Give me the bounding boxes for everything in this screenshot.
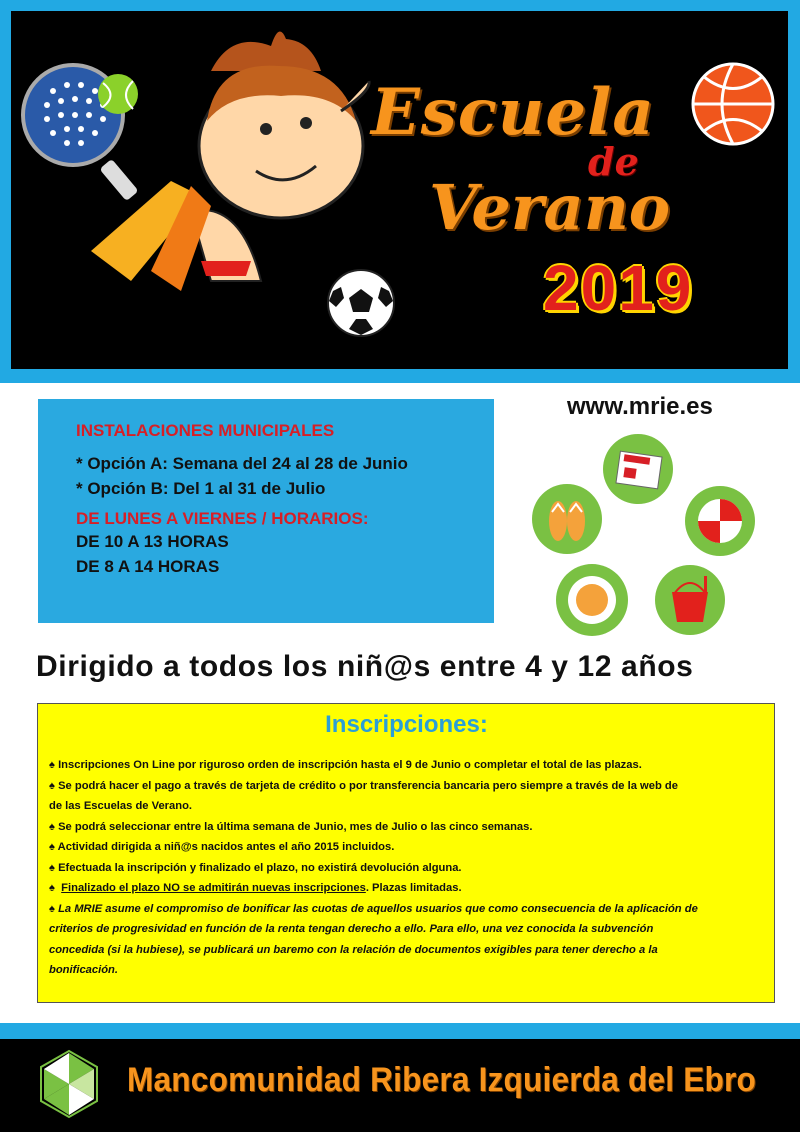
flip-flops-icon <box>532 484 602 554</box>
basketball-icon <box>693 64 773 144</box>
title-escuela: Escuela <box>371 75 655 150</box>
inscription-item-continued: concedida (si la hubiese), se publicará un baremo con la relación de documentos exigibles para tener derecho a la <box>49 943 658 956</box>
footer <box>0 1039 800 1132</box>
spade-bullet-icon: ♠ <box>49 882 55 894</box>
inscription-item-continued: criterios de progresividad en función de la renta tengan derecho a ello. Para ello, una vez conocida la subvención <box>49 923 654 935</box>
schedule-1: DE 10 A 13 HORAS <box>76 532 229 551</box>
sand-bucket-icon <box>655 565 725 635</box>
schedule-2: DE 8 A 14 HORAS <box>76 557 220 576</box>
footer-strip <box>0 1023 800 1039</box>
spade-bullet-icon: ♠ <box>49 861 55 874</box>
option-a: * Opción A: Semana del 24 al 28 de Junio <box>76 454 408 473</box>
news-icon <box>603 434 673 504</box>
spade-bullet-icon: ♠ <box>49 902 55 915</box>
organization-name: Mancomunidad Ribera Izquierda del Ebro <box>127 1061 757 1099</box>
inscription-item: ♠ Se podrá hacer el pago a través de tarjeta de crédito o por transferencia bancaria pero siempre a través de la web de <box>49 779 678 792</box>
spade-bullet-icon: ♠ <box>49 759 55 771</box>
spade-bullet-icon: ♠ <box>49 841 55 853</box>
inscription-item: ♠ La MRIE asume el compromiso de bonificar las cuotas de aquellos usuarios que como consecuencia de la aplicación de <box>49 902 698 915</box>
banner <box>11 11 788 369</box>
deadline-notice: Finalizado el plazo NO se admitirán nuevas inscripciones <box>61 882 366 894</box>
inscription-item: ♠ Finalizado el plazo NO se admitirán nuevas inscripciones. Plazas limitadas. <box>49 882 462 894</box>
schedule-heading: DE LUNES A VIERNES / HORARIOS: <box>76 509 369 528</box>
inscription-item-continued: de las Escuelas de Verano. <box>49 800 193 812</box>
title-de: de <box>588 139 639 184</box>
beach-ball-icon <box>685 486 755 556</box>
spade-bullet-icon: ♠ <box>49 779 55 792</box>
option-b: * Opción B: Del 1 al 31 de Julio <box>76 479 326 498</box>
mrie-logo-icon <box>34 1049 104 1119</box>
audience-text: Dirigido a todos los niñ@s entre 4 y 12 años <box>36 650 694 683</box>
tennis-ball-icon <box>98 74 138 114</box>
inscriptions-title: Inscripciones: <box>325 711 488 738</box>
info-box <box>38 399 494 623</box>
website-link[interactable]: www.mrie.es <box>567 393 713 420</box>
title-verano: Verano <box>429 171 671 244</box>
spade-bullet-icon: ♠ <box>49 820 55 833</box>
boy-character-illustration <box>91 31 369 291</box>
inscription-item: ♠ Se podrá seleccionar entre la última semana de Junio, mes de Julio o las cinco semanas. <box>49 820 533 833</box>
summer-icons <box>520 432 760 644</box>
inscription-item: ♠ Efectuada la inscripción y finalizado el plazo, no existirá devolución alguna. <box>49 861 462 874</box>
inscriptions-box <box>37 703 775 1003</box>
title-year: 2019 <box>543 252 694 324</box>
info-heading: INSTALACIONES MUNICIPALES <box>76 421 335 440</box>
inscription-item-continued: bonificación. <box>49 964 118 976</box>
inscription-item: ♠ Actividad dirigida a niñ@s nacidos antes el año 2015 incluidos. <box>49 841 395 853</box>
soccer-ball-icon <box>328 270 394 336</box>
sun-icon <box>556 564 628 636</box>
inscription-item: ♠ Inscripciones On Line por riguroso orden de inscripción hasta el 9 de Junio o completar el total de las plazas. <box>49 759 642 771</box>
